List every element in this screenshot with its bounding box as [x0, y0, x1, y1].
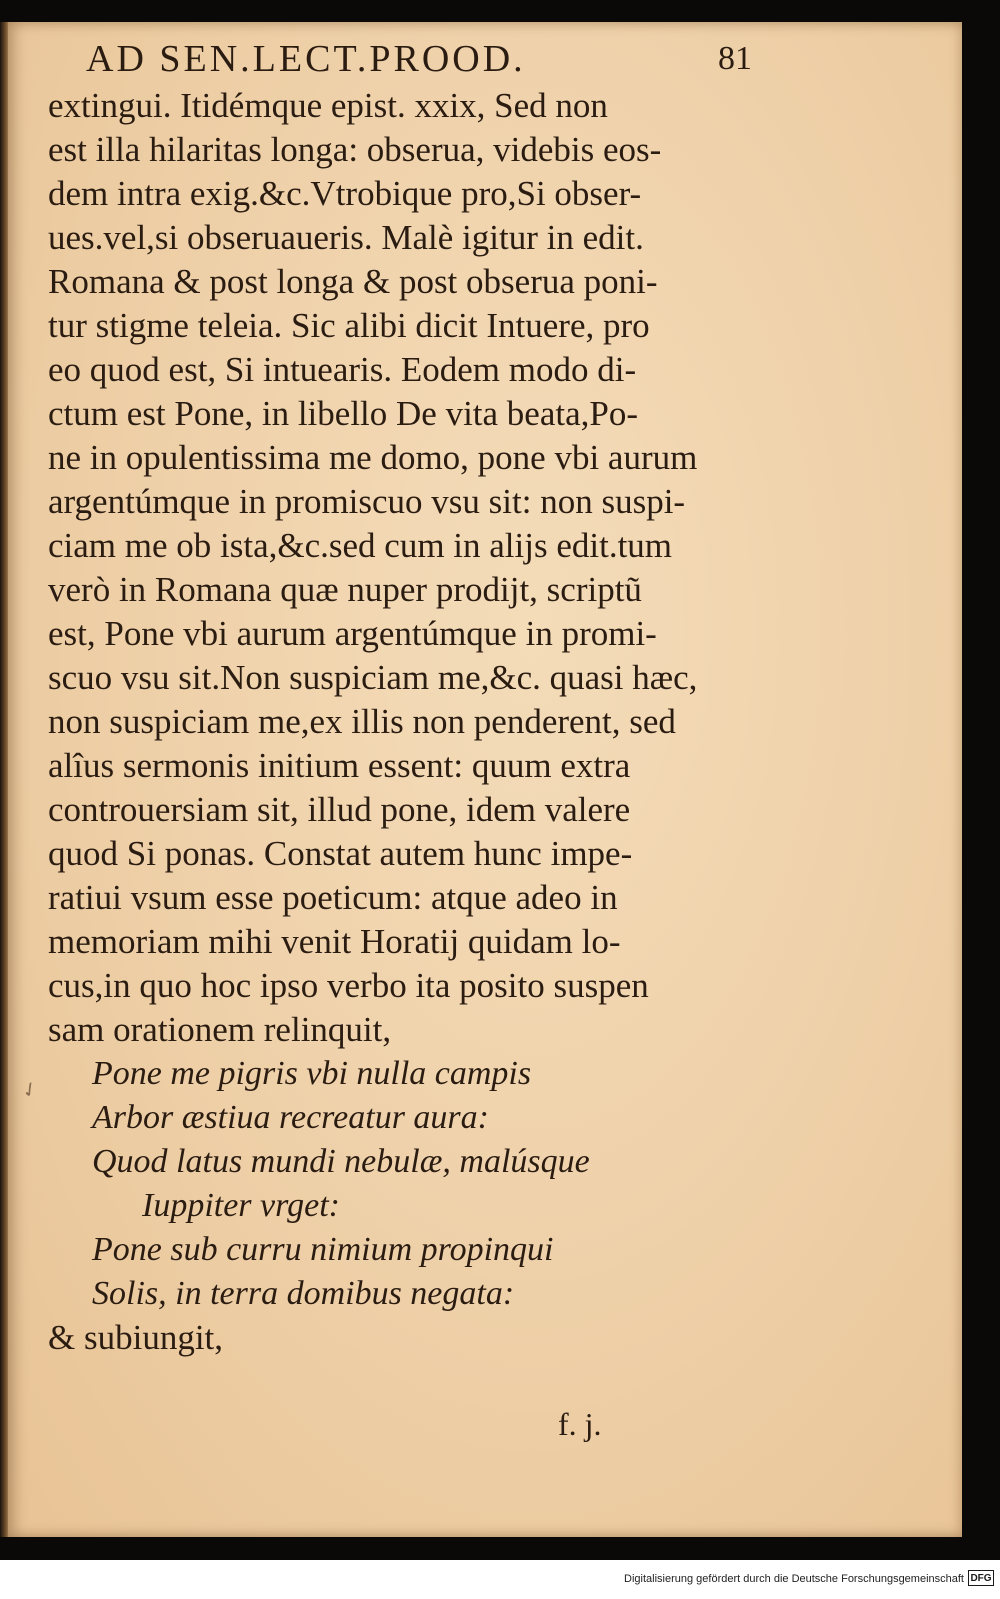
- verse-line: Solis, in terra domibus negata:: [92, 1275, 515, 1312]
- closing-line: & subiungit,: [48, 1318, 224, 1357]
- body-line: quod Si ponas. Constat autem hunc impe-: [48, 834, 633, 873]
- book-page: [8, 22, 962, 1537]
- verse-quotation: [48, 1052, 748, 1382]
- body-text: [48, 84, 748, 1049]
- body-line: cus,in quo hoc ipso verbo ita posito suspen: [48, 966, 649, 1005]
- margin-mark: ✓: [17, 1076, 43, 1105]
- page-number: 81: [718, 40, 752, 77]
- body-line: sam orationem relinquit,: [48, 1010, 392, 1049]
- body-line: ne in opulentissima me domo, pone vbi aurum: [48, 438, 698, 477]
- body-line: ctum est Pone, in libello De vita beata,Po-: [48, 394, 639, 433]
- funding-credit: Digitalisierung gefördert durch die Deutsche Forschungsgemeinschaft: [624, 1573, 964, 1585]
- body-line: ratiui vsum esse poeticum: atque adeo in: [48, 878, 618, 917]
- body-line: memoriam mihi venit Horatij quidam lo-: [48, 922, 621, 961]
- verse-line: Pone sub curru nimium propinqui: [92, 1231, 554, 1268]
- body-line: controuersiam sit, illud pone, idem valere: [48, 790, 631, 829]
- body-line: verò in Romana quæ nuper prodijt, scriptũ: [48, 570, 642, 609]
- body-line: dem intra exig.&c.Vtrobique pro,Si obser-: [48, 174, 642, 213]
- body-line: extingui. Itidémque epist. xxix, Sed non: [48, 86, 608, 125]
- body-line: est illa hilaritas longa: obserua, videbis eos-: [48, 130, 662, 169]
- body-line: ues.vel,si obseruaueris. Malè igitur in edit.: [48, 218, 644, 257]
- body-line: non suspiciam me,ex illis non penderent, sed: [48, 702, 676, 741]
- body-line: ciam me ob ista,&c.sed cum in alijs edit.tum: [48, 526, 673, 565]
- body-line: est, Pone vbi aurum argentúmque in promi-: [48, 614, 657, 653]
- body-line: Romana & post longa & post obserua poni-: [48, 262, 658, 301]
- running-head: AD SEN.LECT.PROOD.: [86, 38, 526, 80]
- body-line: scuo vsu sit.Non suspiciam me,&c. quasi hæc,: [48, 658, 698, 697]
- verse-line: Quod latus mundi nebulæ, malúsque: [92, 1143, 590, 1180]
- body-line: tur stigme teleia. Sic alibi dicit Intuere, pro: [48, 306, 650, 345]
- dfg-logo-icon: DFG: [968, 1570, 994, 1586]
- body-line: eo quod est, Si intuearis. Eodem modo di-: [48, 350, 637, 389]
- signature-mark: f. j.: [558, 1406, 602, 1442]
- footer-bar: [0, 1560, 1000, 1599]
- verse-line: Iuppiter vrget:: [142, 1187, 340, 1224]
- body-line: alîus sermonis initium essent: quum extra: [48, 746, 631, 785]
- body-line: argentúmque in promiscuo vsu sit: non suspi-: [48, 482, 686, 521]
- verse-line: Arbor æstiua recreatur aura:: [92, 1099, 489, 1136]
- verse-line: Pone me pigris vbi nulla campis: [92, 1055, 532, 1092]
